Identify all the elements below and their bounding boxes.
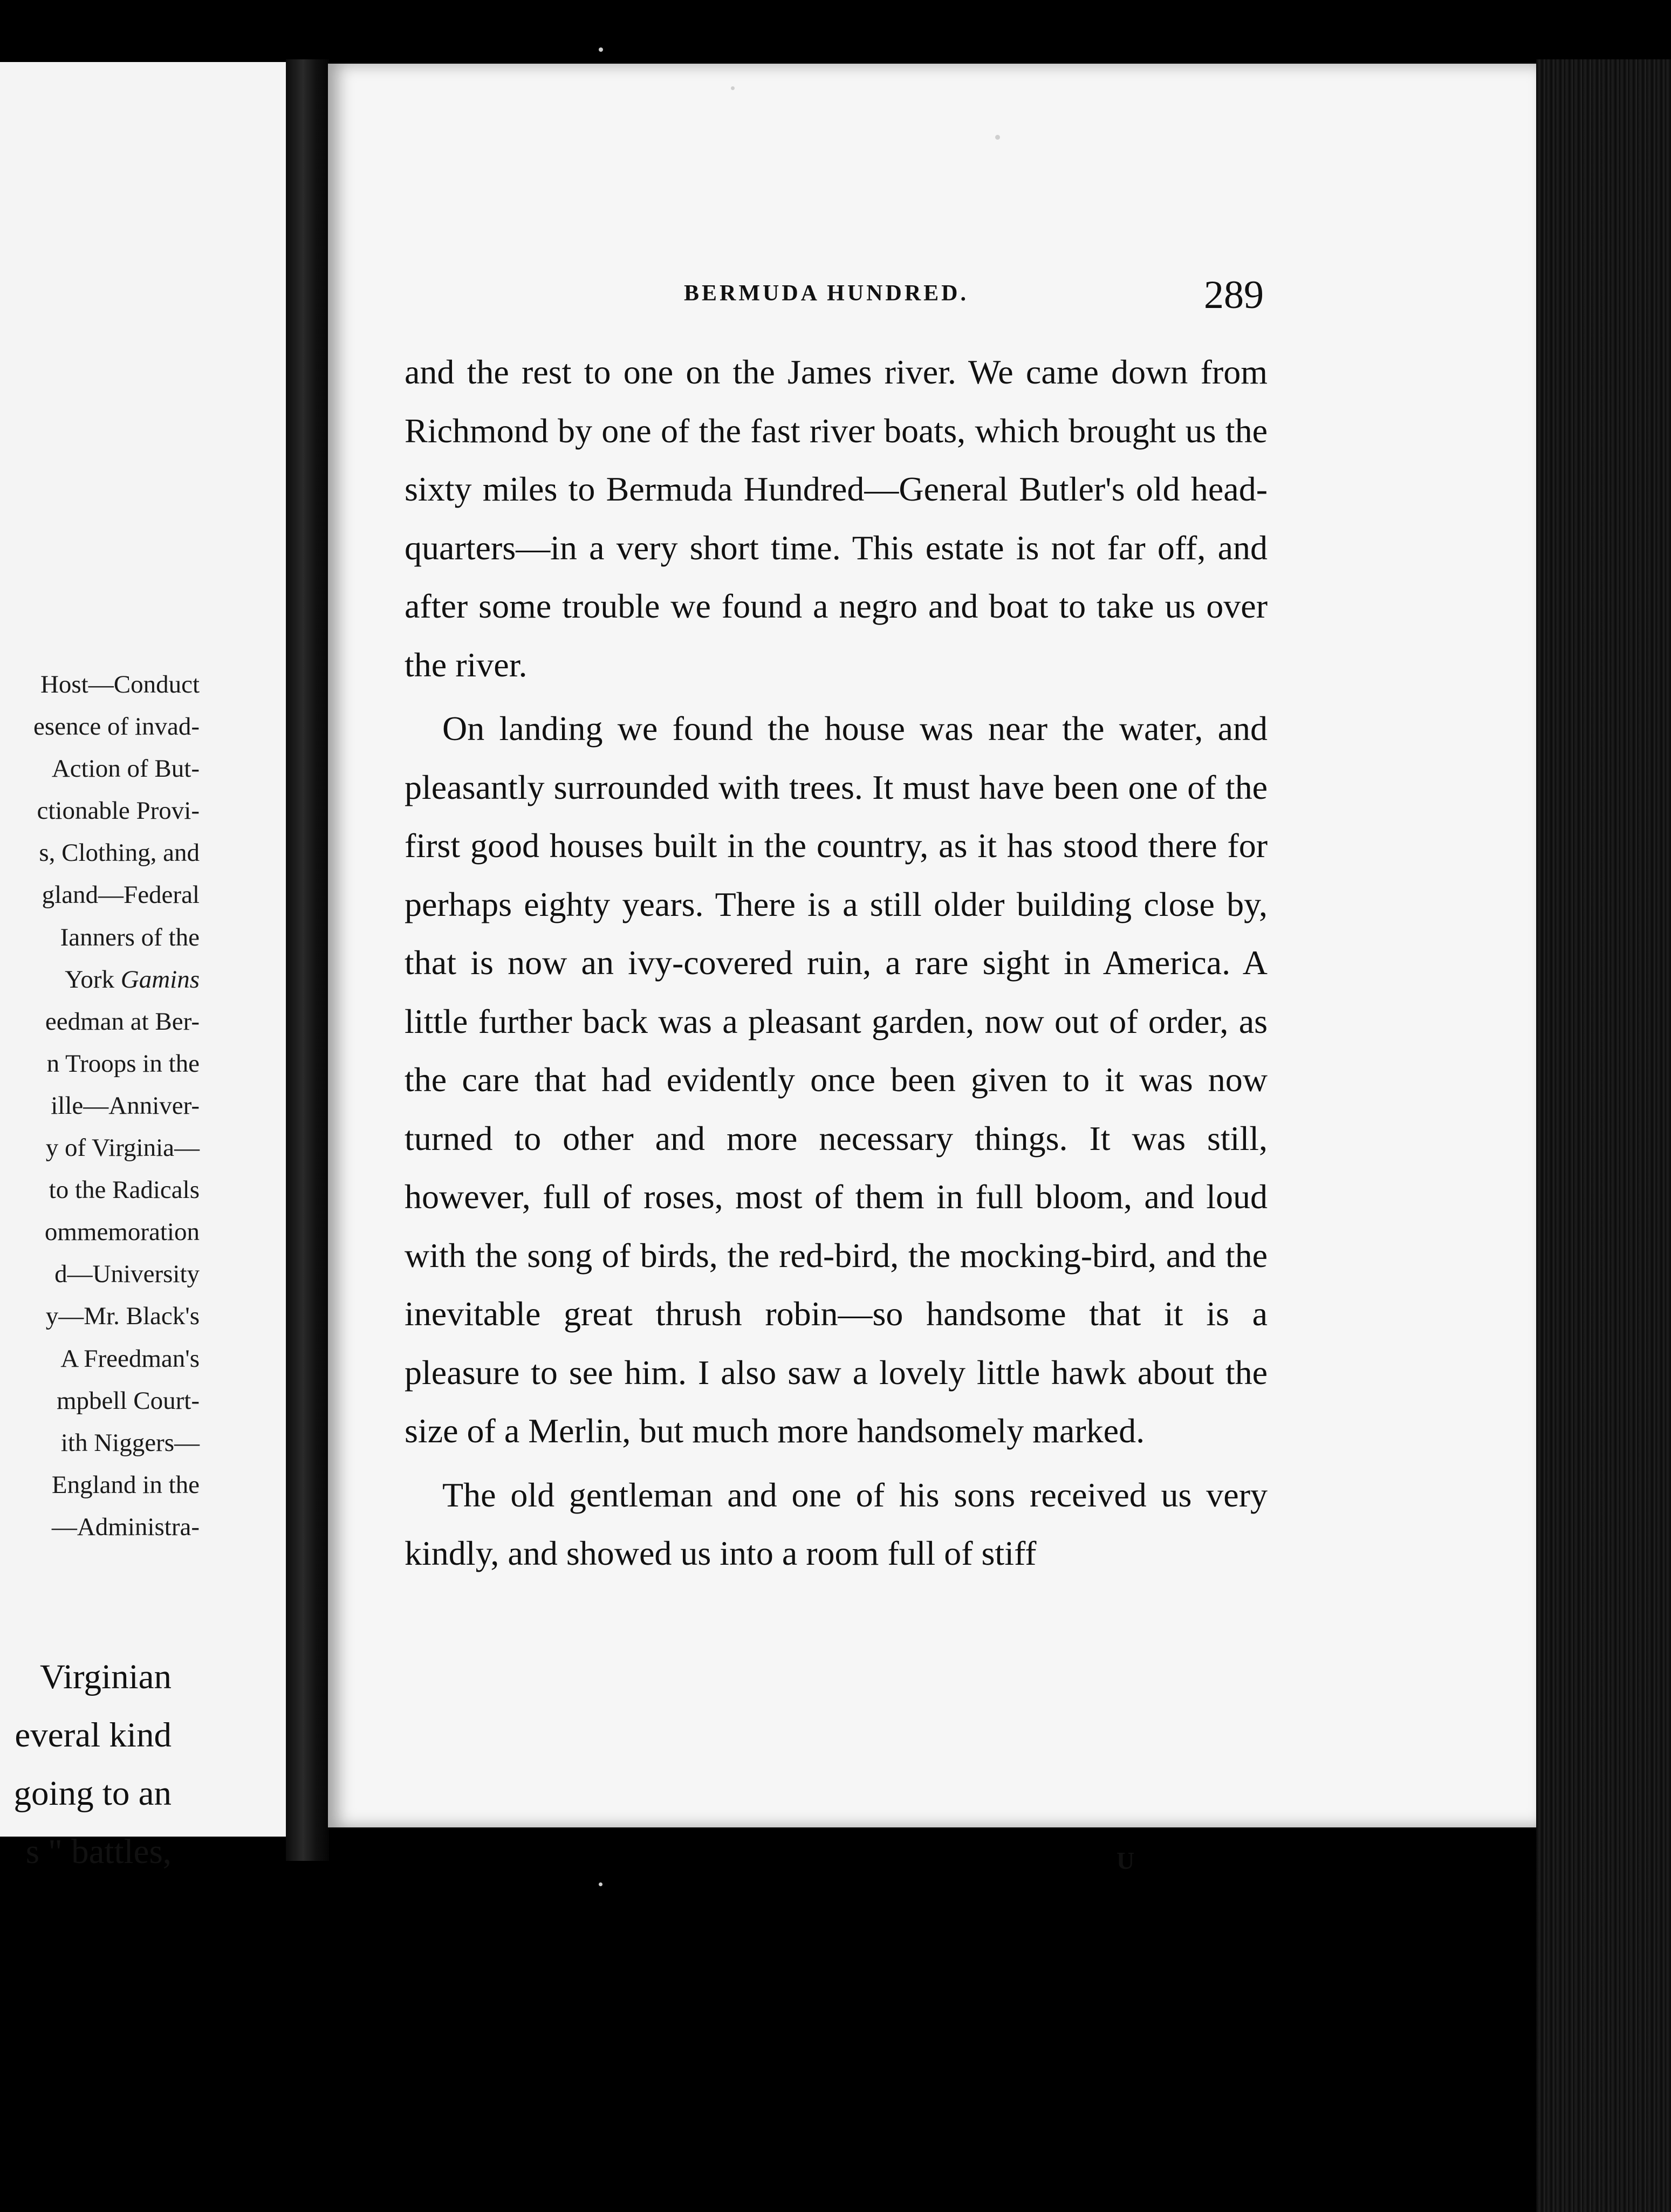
contents-line: England in the — [51, 1470, 200, 1499]
contents-line: A Freedman's — [60, 1344, 200, 1373]
contents-line: gland—Federal — [42, 881, 200, 909]
contents-line: ctionable Provi- — [37, 797, 200, 825]
contents-line: mpbell Court- — [57, 1386, 200, 1415]
signature-mark: U — [1117, 1847, 1135, 1874]
contents-line: Action of But- — [51, 755, 200, 783]
chapter-contents-fragment — [33, 663, 200, 1548]
contents-line: d—University — [54, 1260, 200, 1289]
contents-line: Ianners of the — [60, 923, 200, 951]
contents-line: York Gamins — [65, 965, 200, 994]
running-head: BERMUDA HUNDRED. — [684, 281, 969, 306]
page-number: 289 — [1204, 273, 1264, 317]
paragraph: On landing we found the house was near the water, and pleasantly surrounded with trees. It must have been one of the first good houses built in the country, as it has stood there for perhaps eighty years. There is a still older building close by, that is now an ivy-covered ruin, a rare sight in America. A little further back was a pleasant garden, now out of order, as the care that had evidently once been given to it was now turned to other and more necessary things. It was still, however, full of roses, most of them in full bloom, and loud with the song of birds, the red-bird, the mocking-bird, and the inevitable great thrush robin—so handsome that it is a pleasure to see him. I also saw a lovely little hawk about the size of a Merlin, but much more handsomely marked. — [405, 709, 1268, 1450]
contents-line: s, Clothing, and — [39, 839, 200, 867]
scan-speck — [731, 86, 735, 90]
italic-word: Gamins — [120, 965, 200, 994]
page-body — [405, 343, 1268, 1588]
contents-line: ommemoration — [44, 1218, 200, 1247]
contents-line: y of Virginia— — [45, 1134, 200, 1162]
scan-speck — [599, 47, 603, 52]
body-line: everal kind — [15, 1716, 172, 1755]
body-line: Virginian — [39, 1658, 172, 1696]
contents-line: eedman at Ber- — [45, 1007, 200, 1036]
page-stack-edge — [1536, 59, 1671, 2212]
previous-page-body-fragment — [14, 1648, 172, 1881]
contents-line: to the Radicals — [49, 1176, 200, 1204]
paragraph: The old gentleman and one of his sons received us very kindly, and showed us into a room full of stiff — [405, 1475, 1268, 1572]
contents-line: ith Niggers— — [60, 1428, 200, 1457]
contents-line: esence of invad- — [33, 713, 200, 741]
paragraph-continued: and the rest to one on the James river. We came down from Richmond by one of the fast river boats, which brought us the sixty miles to Bermuda Hundred—General Butler's old head-quarters—in a very short time. This estate is not far off, and after some trouble we found a negro and boat to take us over the river. — [405, 353, 1268, 684]
contents-line: ille—Anniver- — [51, 1091, 200, 1120]
previous-page-fragment — [0, 62, 286, 1871]
contents-line: Host—Conduct — [40, 670, 200, 698]
body-line: going to an — [13, 1774, 172, 1813]
contents-line: y—Mr. Black's — [45, 1302, 200, 1331]
contents-line: n Troops in the — [46, 1049, 200, 1078]
scan-speck — [995, 135, 1000, 140]
body-line: s " battles, — [25, 1832, 172, 1871]
book-gutter — [286, 59, 329, 1861]
scan-speck — [599, 1882, 602, 1886]
contents-line: —Administra- — [51, 1512, 200, 1541]
